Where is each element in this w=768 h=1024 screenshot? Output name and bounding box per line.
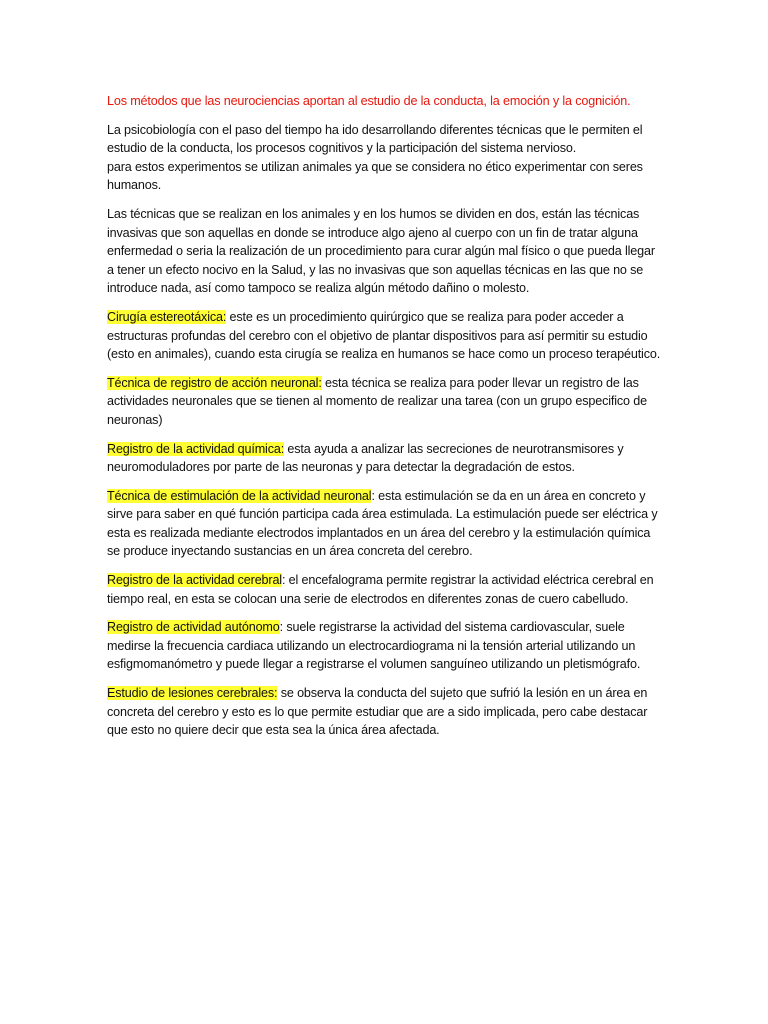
section-autonomic-activity-recording [107, 618, 665, 674]
techniques-paragraph: Las técnicas que se realizan en los animales y en los humos se dividen en dos, están las técnicas invasivas que son aquellas en donde se introduce algo ajeno al cuerpo con un fin de tratar alguna enfermedad o seria la realización de un procedimiento para curar algún mal físico o que pueda llegar a tener un efecto nocivo en la Salud, y las no invasivas que son aquellas técnicas en las que no se introduce nada, así como tampoco se realiza algún método dañino o molesto. [107, 206, 655, 296]
section-text: esta técnica se realiza para poder llevar un registro de las actividades neuronales que se tienen al momento de realizar una tarea (con un grupo especifico de neuronas) [107, 375, 647, 427]
section-text: : el encefalograma permite registrar la actividad eléctrica cerebral en tiempo real, en esta se colocan una serie de electrodos en diferentes zonas de cuero cabelludo. [107, 573, 654, 606]
intro-line-1: La psicobiología con el paso del tiempo ha ido desarrollando diferentes técnicas que le permiten el estudio de la conducta, los procesos cognitivos y la participación del sistema nervioso. [107, 122, 643, 156]
section-text: este es un procedimiento quirúrgico que se realiza para poder acceder a estructuras profundas del cerebro con el objetivo de plantar dispositivos para así permitir su estudio (esto en animales), cuando esta cirugía se realiza en humanos se hace como un proceso terapéutico. [107, 309, 661, 362]
section-term: Registro de la actividad cerebral [107, 573, 282, 588]
section-text: : esta estimulación se da en un área en concreto y sirve para saber en qué función participa cada área estimulada. La estimulación puede ser eléctrica y esta es realizada mediante electrodos implantados en un área del cerebro y la estimulación química se produce inyectando sustancias en un área concreta del cerebro. [107, 488, 658, 559]
section-term: Estudio de lesiones cerebrales: [107, 686, 278, 701]
section-term: Técnica de estimulación de la actividad neuronal [107, 488, 372, 503]
document-page [107, 92, 665, 750]
document-title: Los métodos que las neurociencias aportan al estudio de la conducta, la emoción y la cognición. [107, 94, 631, 108]
section-text: : suele registrarse la actividad del sistema cardiovascular, suele medirse la frecuencia cardiaca utilizando un electrocardiograma ni la tensión arterial utilizando un esfigmomanómetro y puede llegar a registrarse el volumen sanguíneo utilizando un pletismógrafo. [107, 620, 641, 672]
section-term: Cirugía estereotáxica: [107, 309, 227, 324]
section-stereotaxic-surgery [107, 308, 665, 364]
section-term: Registro de actividad autónomo [107, 620, 280, 635]
section-term: Técnica de registro de acción neuronal: [107, 375, 322, 390]
section-neuronal-stimulation [107, 487, 665, 561]
section-brain-lesion-study [107, 684, 665, 740]
intro-line-2: para estos experimentos se utilizan animales ya que se considera no ético experimentar con seres humanos. [107, 159, 643, 193]
section-term: Registro de la actividad química: [107, 441, 285, 456]
section-text: se observa la conducta del sujeto que sufrió la lesión en un área en concreta del cerebro y esto es lo que permite estudiar que are a sido implicada, pero cabe destacar que esto no quiere decir que esta sea la única área afectada. [107, 686, 648, 738]
intro-paragraph [107, 121, 665, 195]
section-neuronal-action-recording [107, 374, 665, 430]
section-text: esta ayuda a analizar las secreciones de neurotransmisores y neuromoduladores por parte de las neuronas y para detectar la degradación de estos. [107, 441, 624, 475]
section-chemical-activity-recording [107, 440, 665, 477]
section-brain-activity-recording [107, 571, 665, 608]
